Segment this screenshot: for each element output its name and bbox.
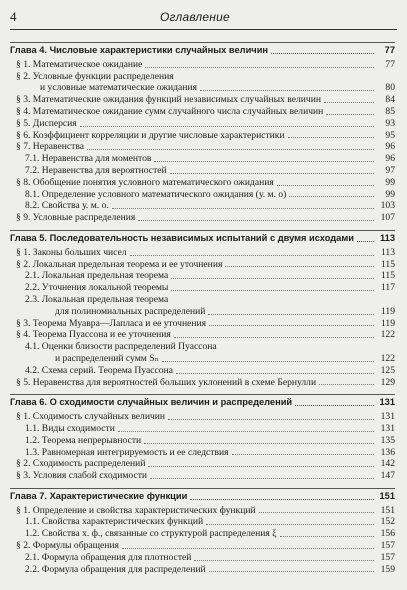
- dot-leader: [232, 454, 374, 455]
- dot-leader: [271, 53, 374, 54]
- dot-leader: [326, 114, 374, 115]
- toc-page-number: 151: [380, 504, 395, 516]
- toc-entry-label: 2.2. Уточнения локальной теоремы: [25, 282, 169, 294]
- toc-subentry: [10, 365, 395, 377]
- toc-page-number: 157: [380, 551, 395, 563]
- toc-page-number: 97: [385, 164, 395, 176]
- toc-entry: [10, 59, 395, 71]
- chapter-7-title: [10, 491, 395, 503]
- toc-entry: [10, 470, 395, 482]
- page-number: 4: [10, 9, 17, 24]
- toc-subentry-line1: 4.1. Оценки близости распределений Пуассона: [25, 341, 217, 353]
- toc-entry-label: 7.1. Неравенства для моментов: [25, 153, 152, 165]
- dot-leader: [295, 405, 374, 406]
- toc-page-number: 77: [384, 45, 395, 55]
- toc-entry: [10, 141, 395, 153]
- toc-page-number: 151: [379, 490, 395, 501]
- toc-page-number: 131: [380, 411, 395, 423]
- page-header: [10, 9, 397, 30]
- toc-page-number: 113: [380, 246, 395, 258]
- dot-leader: [112, 208, 374, 209]
- toc-subentry: [10, 564, 395, 576]
- toc-page-number: 119: [380, 317, 395, 329]
- toc-entry: [10, 130, 395, 142]
- toc-entry-label: 1.2. Теорема непрерывности: [25, 434, 142, 446]
- dot-leader: [138, 220, 374, 221]
- toc-entry-label: 1.3. Равномерная интегрируемость и ее следствия: [25, 446, 229, 458]
- dot-leader: [259, 512, 374, 513]
- toc-page-number: 135: [380, 434, 395, 446]
- toc-entry: [10, 259, 395, 271]
- toc-entry-label: § 5. Дисперсия: [16, 117, 77, 129]
- toc-page-number: 113: [380, 232, 395, 243]
- dot-leader: [190, 499, 374, 500]
- toc-subentry: [10, 552, 395, 564]
- toc-subentry: [10, 153, 395, 165]
- toc-page-number: 131: [380, 422, 395, 434]
- toc-entry-label: § 2. Формулы обращения: [16, 540, 119, 552]
- toc-subentry: [10, 435, 395, 447]
- dot-leader: [171, 290, 374, 291]
- toc-entry-label: § 9. Условные распределения: [16, 212, 136, 224]
- dot-leader: [209, 325, 374, 326]
- toc-page-number: 152: [380, 516, 395, 528]
- toc-entry-label: 8.1. Определение условного математического ожидания (у. м. о): [25, 188, 287, 200]
- chapter-4: [10, 42, 395, 224]
- toc-entry-label: § 4. Математическое ожидание сумм случайного числа случайных величин: [16, 105, 324, 117]
- dot-leader: [174, 337, 374, 338]
- toc-entry: [10, 177, 395, 189]
- toc-page-number: 84: [385, 94, 395, 106]
- dot-leader: [130, 255, 374, 256]
- toc-page-number: 147: [380, 470, 395, 482]
- dot-leader: [87, 149, 374, 150]
- toc-entry: [10, 377, 395, 389]
- toc-entry: [10, 247, 395, 259]
- table-of-contents: [10, 42, 395, 581]
- toc-entry-label: § 8. Обобщение понятия условного математического ожидания: [16, 176, 274, 188]
- toc-entry-label: § 3. Условия слабой сходимости: [16, 470, 148, 482]
- dot-leader: [200, 90, 374, 91]
- toc-entry-label: 1.2. Свойства х. ф., связанные со структурой распределения ξ: [25, 528, 277, 540]
- toc-entry-label: § 1. Законы больших чисел: [16, 246, 127, 258]
- toc-subentry: [10, 165, 395, 177]
- toc-entry: [10, 118, 395, 130]
- toc-page-number: 157: [380, 540, 395, 552]
- toc-entry-label: Глава 4. Числовые характеристики случайных величин: [10, 45, 269, 55]
- dot-leader: [324, 102, 374, 103]
- toc-page-number: 96: [385, 153, 395, 165]
- dot-leader: [170, 173, 374, 174]
- chapter-5-title: [10, 233, 395, 245]
- dot-leader: [209, 571, 374, 572]
- toc-page-number: 122: [380, 352, 395, 364]
- toc-page-number: 107: [380, 212, 395, 224]
- toc-subentry: [10, 423, 395, 435]
- toc-entry-label: § 2. Локальная предельная теорема и ее уточнения: [16, 258, 223, 270]
- dot-leader: [154, 161, 374, 162]
- dot-leader: [208, 314, 374, 315]
- toc-entry-label: Глава 7. Характеристические функции: [10, 490, 188, 501]
- toc-page-number: 77: [385, 58, 395, 70]
- toc-entry: [10, 505, 395, 517]
- dot-leader: [162, 361, 374, 362]
- toc-subentry: [10, 447, 395, 459]
- toc-subentry: [10, 306, 395, 318]
- toc-entry-label: 2.2. Формула обращения для распределений: [25, 563, 206, 575]
- toc-entry-label: § 2. Сходимость распределений: [16, 458, 146, 470]
- chapter-6: [10, 394, 395, 482]
- toc-entry: [10, 329, 395, 341]
- running-title: Оглавление: [160, 10, 230, 24]
- dot-leader: [225, 266, 374, 267]
- toc-entry-label: § 3. Математические ожидания функций независимых случайных величин: [16, 94, 321, 106]
- toc-entry: [10, 458, 395, 470]
- toc-page-number: 136: [380, 446, 395, 458]
- toc-subentry: [10, 270, 395, 282]
- toc-entry-label: § 6. Коэффициент корреляции и другие числовые характеристики: [16, 129, 285, 141]
- toc-page-number: 117: [380, 282, 395, 294]
- dot-leader: [168, 419, 374, 420]
- dot-leader: [357, 241, 374, 242]
- toc-entry-label: для полиномиальных распределений: [55, 305, 206, 317]
- dot-leader: [277, 185, 374, 186]
- toc-entry-label: § 5. Неравенства для вероятностей больших уклонений в схеме Бернулли: [16, 376, 317, 388]
- dot-leader: [118, 431, 374, 432]
- toc-subentry: [10, 528, 395, 540]
- toc-page-number: 129: [380, 376, 395, 388]
- toc-page-number: 93: [385, 117, 395, 129]
- dot-leader: [288, 137, 374, 138]
- chapter-5: [10, 230, 395, 388]
- chapter-6-title: [10, 397, 395, 409]
- dot-leader: [194, 560, 374, 561]
- toc-page-number: 119: [380, 305, 395, 317]
- toc-entry-label: § 1. Определение и свойства характеристических функций: [16, 504, 256, 516]
- toc-entry-line1: § 2. Условные функции распределения: [16, 70, 174, 82]
- toc-page-number: 142: [380, 458, 395, 470]
- toc-entry: [10, 212, 395, 224]
- toc-entry: [10, 94, 395, 106]
- dot-leader: [148, 466, 374, 467]
- toc-entry-label: § 4. Теорема Пуассона и ее уточнения: [16, 329, 171, 341]
- dot-leader: [171, 278, 374, 279]
- toc-subentry: [10, 516, 395, 528]
- toc-entry: [10, 540, 395, 552]
- toc-entry-label: 4.2. Схема серий. Теорема Пуассона: [25, 364, 173, 376]
- toc-entry-label: 8.2. Свойства у. м. о.: [25, 200, 109, 212]
- dot-leader: [206, 524, 374, 525]
- chapter-4-title: [10, 45, 395, 57]
- dot-leader: [280, 536, 374, 537]
- toc-entry-label: Глава 5. Последовательность независимых испытаний с двумя исходами: [10, 232, 354, 243]
- toc-page-number: 115: [380, 258, 395, 270]
- toc-entry-label: § 3. Теорема Муавра—Лапласа и ее уточнения: [16, 317, 207, 329]
- toc-subentry: [10, 353, 395, 365]
- toc-entry-label: Глава 6. О сходимости случайных величин и распределений: [10, 397, 293, 408]
- dot-leader: [145, 67, 374, 68]
- toc-page-number: 125: [380, 364, 395, 376]
- dot-leader: [176, 373, 374, 374]
- toc-entry-label: § 1. Сходимость случайных величин: [16, 411, 166, 423]
- dot-leader: [144, 443, 374, 444]
- toc-entry-label: § 1. Математическое ожидание: [16, 58, 143, 70]
- toc-entry: [10, 411, 395, 423]
- toc-entry-label: § 7. Неравенства: [16, 141, 85, 153]
- dot-leader: [80, 126, 374, 127]
- toc-page-number: 115: [380, 270, 395, 282]
- toc-page-number: 80: [385, 82, 395, 94]
- toc-page-number: 99: [385, 188, 395, 200]
- dot-leader: [319, 384, 374, 385]
- toc-page-number: 159: [380, 563, 395, 575]
- toc-page-number: 131: [379, 397, 395, 408]
- toc-page-number: 96: [385, 141, 395, 153]
- toc-page-number: 156: [380, 528, 395, 540]
- toc-page-number: 95: [385, 129, 395, 141]
- toc-page-number: 122: [380, 329, 395, 341]
- toc-page-number: 99: [385, 176, 395, 188]
- toc-entry: [10, 318, 395, 330]
- dot-leader: [150, 478, 374, 479]
- toc-entry-label: 1.1. Свойства характеристических функций: [25, 516, 204, 528]
- dot-leader: [289, 196, 374, 197]
- toc-subentry: [10, 200, 395, 212]
- toc-page-number: 103: [380, 200, 395, 212]
- toc-subentry: [10, 282, 395, 294]
- toc-entry: [10, 106, 395, 118]
- toc-entry-label: 1.1. Виды сходимости: [25, 422, 115, 434]
- toc-entry-label: и условные математические ожидания: [40, 82, 197, 94]
- toc-subentry-line1: 2.3. Локальная предельная теорема: [25, 293, 169, 305]
- dot-leader: [122, 548, 374, 549]
- toc-subentry: [10, 189, 395, 201]
- toc-entry-label: 2.1. Локальная предельная теорема: [25, 270, 169, 282]
- toc-entry: [10, 82, 395, 94]
- toc-entry-label: 7.2. Неравенства для вероятностей: [25, 164, 167, 176]
- toc-entry-label: и распределений сумм Sₙ: [55, 352, 159, 364]
- toc-page-number: 85: [385, 105, 395, 117]
- toc-entry-label: 2.1. Формула обращения для плотностей: [25, 551, 192, 563]
- chapter-7: [10, 488, 395, 576]
